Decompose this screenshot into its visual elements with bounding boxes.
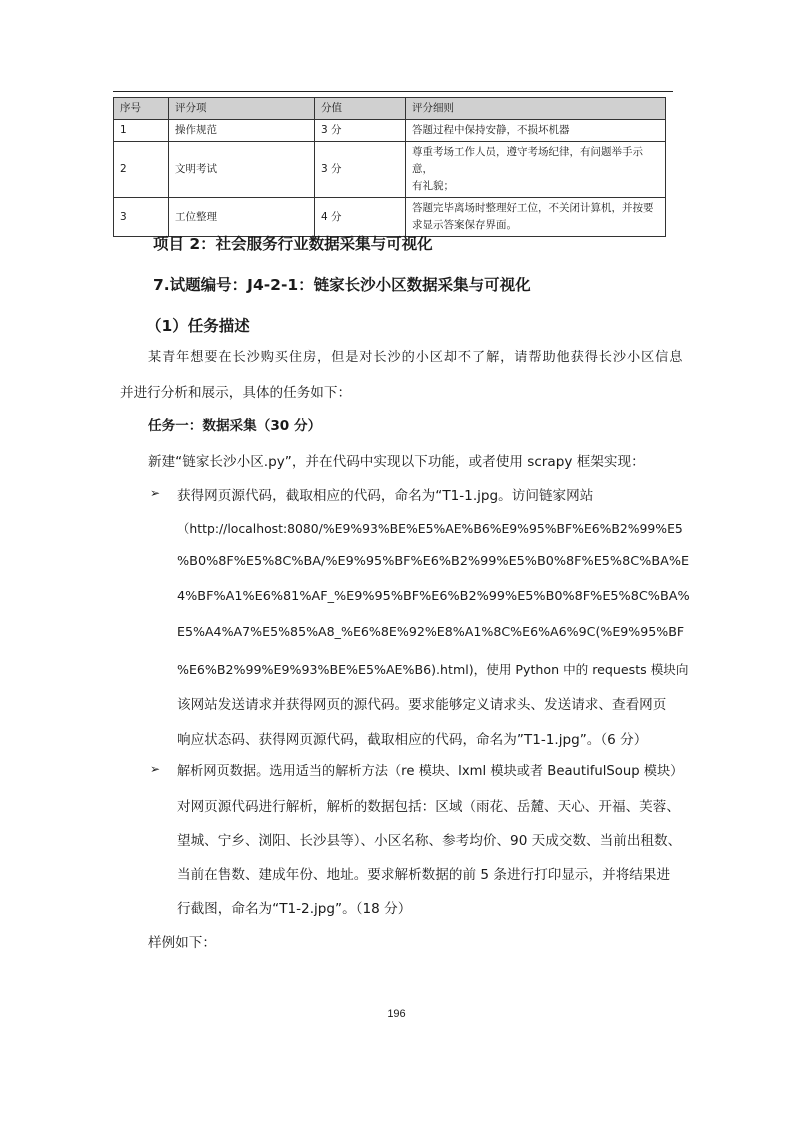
- task1-heading: 任务一：数据采集（30 分）: [148, 418, 322, 434]
- bullet1-line: E5%A4%A7%E5%85%A8_%E6%8E%92%E8%A1%8C%E6%A6%9C(%E9%95%BF: [177, 624, 685, 639]
- bullet2-line: 对网页源代码进行解析，解析的数据包括：区域（雨花、岳麓、天心、开福、芙蓉、: [177, 799, 680, 815]
- rule-line: 求显示答案保存界面。: [412, 219, 517, 231]
- table-row: [114, 198, 666, 237]
- table-header-cell: 分值: [315, 98, 406, 120]
- table-cell-no: 2: [114, 142, 169, 198]
- table-header-cell: 评分细则: [406, 98, 666, 120]
- bullet1-line: 4%BF%A1%E6%81%AF_%E9%95%BF%E6%B2%99%E5%B0%8F%E5%8C%BA%: [177, 589, 690, 604]
- table-cell-rule: [406, 198, 666, 237]
- bullet2-line: 解析网页数据。选用适当的解析方法（re 模块、lxml 模块或者 BeautifulSoup 模块）: [177, 764, 684, 779]
- bullet1-line: 响应状态码、获得网页源代码，截取相应的代码，命名为”T1-1.jpg”。（6 分）: [177, 732, 648, 748]
- table-cell-rule: [406, 120, 666, 142]
- table-cell-score: 3 分: [315, 120, 406, 142]
- table-cell-item: 操作规范: [169, 120, 315, 142]
- project-heading: 项目 2：社会服务行业数据采集与可视化: [153, 235, 433, 253]
- bullet1-line: %B0%8F%E5%8C%BA/%E9%95%BF%E6%B2%99%E5%B0%8F%E5%8C%BA%E: [177, 554, 690, 569]
- rule-line: 答题完毕离场时整理好工位，不关闭计算机，并按要: [412, 202, 654, 214]
- task1-intro: 新建“链家长沙小区.py”，并在代码中实现以下功能，或者使用 scrapy 框架实现：: [148, 454, 645, 470]
- table-cell-rule: [406, 142, 666, 198]
- table-cell-score: 3 分: [315, 142, 406, 198]
- bullet-arrow-icon: ➢: [150, 762, 161, 776]
- table-header-cell: 序号: [114, 98, 169, 120]
- table-cell-no: 3: [114, 198, 169, 237]
- bullet1-line: 该网站发送请求并获得网页的源代码。要求能够定义请求头、发送请求、查看网页: [177, 697, 667, 713]
- scoring-table: [113, 97, 666, 237]
- bullet2-line: 行截图，命名为“T1-2.jpg”。（18 分）: [177, 901, 412, 917]
- table-cell-item: 文明考试: [169, 142, 315, 198]
- intro-line: 某青年想要在长沙购买住房，但是对长沙的小区却不了解，请帮助他获得长沙小区信息: [148, 350, 684, 365]
- intro-line: 并进行分析和展示，具体的任务如下：: [120, 385, 352, 401]
- bullet2-line: 望城、宁乡、浏阳、长沙县等）、小区名称、参考均价、90 天成交数、当前出租数、: [177, 833, 682, 849]
- table-row: [114, 120, 666, 142]
- bullet1-line: %E6%B2%99%E9%93%BE%E5%AE%B6).html)，使用 Python 中的 requests 模块向: [177, 662, 689, 677]
- bullet1-line: 获得网页源代码，截取相应的代码，命名为“T1-1.jpg。访问链家网站: [177, 488, 594, 504]
- table-cell-score: 4 分: [315, 198, 406, 237]
- question-heading: 7.试题编号：J4-2-1：链家长沙小区数据采集与可视化: [153, 276, 531, 294]
- section-heading: （1）任务描述: [146, 317, 250, 335]
- table-row: [114, 142, 666, 198]
- bullet-arrow-icon: ➢: [150, 486, 161, 500]
- rule-line: 有礼貌；: [412, 180, 454, 192]
- table-header-row: [114, 98, 666, 120]
- table-cell-item: 工位整理: [169, 198, 315, 237]
- header-rule: [113, 91, 673, 92]
- page-number: 196: [387, 1008, 406, 1020]
- table-header-cell: 评分项: [169, 98, 315, 120]
- sample-label: 样例如下：: [148, 935, 216, 951]
- table-cell-no: 1: [114, 120, 169, 142]
- rule-line: 答题过程中保持安静，不损坏机器: [412, 124, 570, 136]
- rule-line: 尊重考场工作人员，遵守考场纪律，有问题举手示意，: [412, 146, 643, 175]
- bullet1-line: （http://localhost:8080/%E9%93%BE%E5%AE%B6%E9%95%BF%E6%B2%99%E5: [177, 521, 683, 536]
- bullet2-line: 当前在售数、建成年份、地址。要求解析数据的前 5 条进行打印显示，并将结果进: [177, 867, 671, 883]
